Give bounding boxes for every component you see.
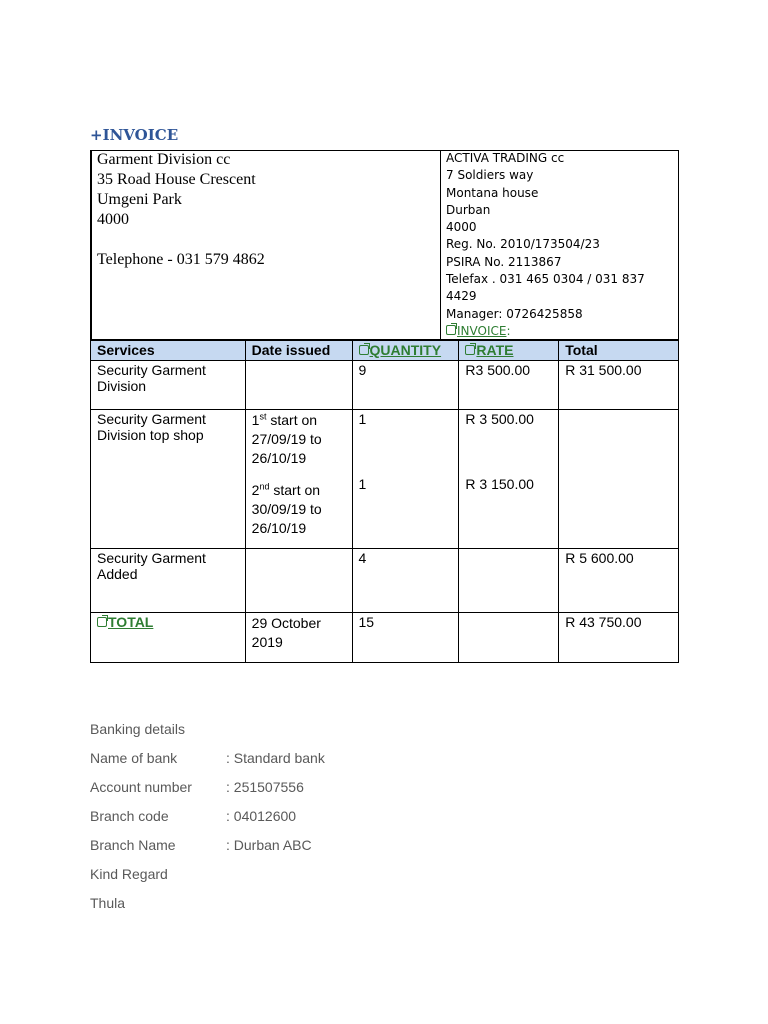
client-address-line-1: 35 Road House Crescent [97,171,256,188]
total-rate [459,613,559,663]
client-address-block [97,150,437,270]
date-period-1-range: start on 27/09/19 to 26/10/19 [251,412,322,466]
row-rate-1: R 3 500.00 [465,411,534,427]
header-quantity-label: QUANTITY [369,342,442,358]
header-quantity[interactable] [352,341,459,361]
header-rate-label: RATE [476,342,514,358]
row-quantity: 4 [352,549,459,613]
branch-code-label: Branch code [90,808,169,824]
total-label[interactable] [91,613,246,663]
header-divider [440,150,441,340]
header-rate[interactable] [459,341,559,361]
row-quantity [352,410,459,549]
vendor-invoice-link-line [446,323,676,340]
total-quantity: 15 [352,613,459,663]
account-number-value: : 251507556 [226,779,304,795]
vendor-name: ACTIVA TRADING cc [446,151,565,165]
vendor-address-block [446,150,676,340]
vendor-psira-no: PSIRA No. 2113867 [446,254,562,269]
row-date [245,361,352,410]
row-service: Security Garment Division top shop [91,410,246,549]
row-total [559,410,679,549]
link-icon [465,345,475,355]
row-rate [459,549,559,613]
row-service: Security Garment Added [91,549,246,613]
header-total: Total [559,341,679,361]
link-icon [97,617,107,627]
vendor-reg-no: Reg. No. 2010/173504/23 [446,237,600,252]
spacer [359,427,453,476]
row-total: R 31 500.00 [559,361,679,410]
row-service: Security Garment Division [91,361,246,410]
row-total: R 5 600.00 [559,549,679,613]
spacer [252,468,346,481]
row-date [245,410,352,549]
vendor-telefax: Telefax . 031 465 0304 / 031 837 4429 [446,272,645,304]
table-total-row [91,613,679,663]
date-period-2-ordinal: 2 [251,482,260,498]
link-icon [446,325,456,335]
vendor-address-line-2: Montana house [446,185,539,200]
branch-code-value: : 04012600 [226,808,297,824]
client-name: Garment Division cc [97,151,231,168]
branch-name-label: Branch Name [90,837,176,853]
vendor-postcode: 4000 [446,220,477,235]
date-period-2 [252,481,346,538]
row-rate-2: R 3 150.00 [465,476,534,492]
date-period-1-ordinal: 1 [251,412,260,428]
date-period-2-range: start on 30/09/19 to 26/10/19 [251,482,322,536]
invoice-link[interactable]: INVOICE [457,323,507,338]
banking-heading: Banking details [90,721,185,737]
total-date: 29 October 2019 [245,613,352,663]
date-period-1 [252,411,346,468]
branch-name-value: : Durban ABC [226,837,312,853]
vendor-address-line-1: 7 Soldiers way [446,168,534,183]
row-quantity-1: 1 [358,411,367,427]
client-telephone: Telephone - 031 579 4862 [97,251,265,268]
invoice-link-colon: : [506,323,511,338]
invoice-title: +INVOICE [90,126,179,144]
total-amount: R 43 750.00 [559,613,679,663]
spacer [465,427,552,476]
signatory-name: Thula [90,895,126,911]
bank-name-value: : Standard bank [226,750,325,766]
row-rate: R3 500.00 [459,361,559,410]
date-period-2-suffix: nd [259,481,270,492]
header-services: Services [91,341,246,361]
bank-name-label: Name of bank [90,750,178,766]
vendor-manager: Manager: 0726425858 [446,306,583,321]
row-rate [459,410,559,549]
client-postcode: 4000 [97,211,129,228]
account-number-label: Account number [90,779,192,795]
client-address-line-2: Umgeni Park [97,191,182,208]
closing-regards: Kind Regard [90,866,168,882]
link-icon [359,345,369,355]
services-table [90,340,679,663]
header-date-issued: Date issued [245,341,352,361]
table-row [91,549,679,613]
row-quantity-2: 1 [358,476,367,492]
table-header-row [91,341,679,361]
row-quantity: 9 [352,361,459,410]
date-period-1-suffix: st [259,411,267,422]
header-left-edge [90,150,92,340]
table-row [91,410,679,549]
total-label-text: TOTAL [108,614,154,630]
table-row [91,361,679,410]
spacer [97,230,437,250]
vendor-city: Durban [446,202,491,217]
row-date [245,549,352,613]
